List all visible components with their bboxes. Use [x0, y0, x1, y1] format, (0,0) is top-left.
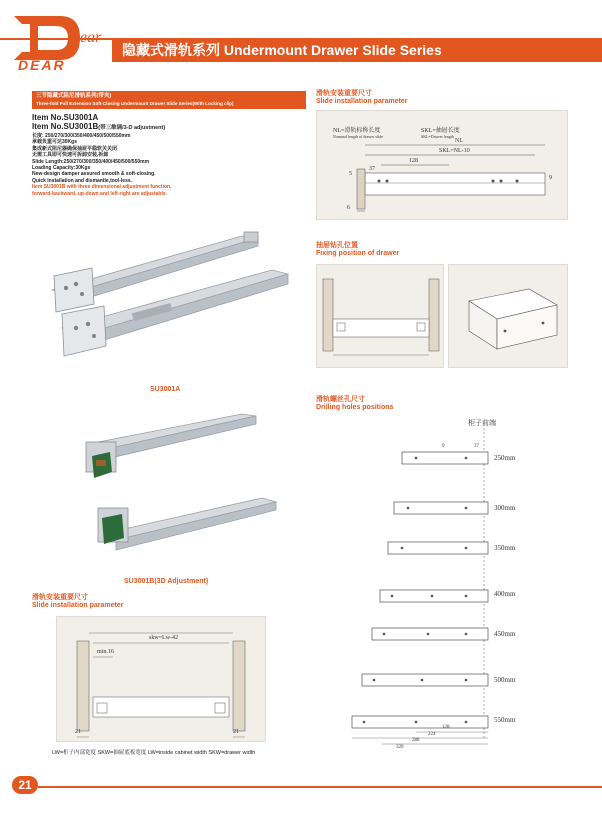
dim-288: 288: [412, 738, 420, 743]
spec-line: Quick installation and dismantle,tool-less.: [32, 177, 133, 184]
min16-dim: min.16: [97, 649, 114, 655]
item-b-line: [32, 122, 306, 133]
su3001a-photo: [32, 218, 306, 378]
drilling-holes-title: [316, 396, 393, 412]
spec-line: Slide Length:250/270/300/350/400/450/500/550mm: [32, 158, 150, 165]
slide-install-title-top: [316, 90, 407, 106]
spec-line: New-design damper assured smooth & soft-closing.: [32, 171, 156, 178]
dim-9: 9: [442, 444, 445, 449]
su3001b-photo: [32, 402, 306, 574]
length-500: 500mm: [494, 676, 516, 684]
spec-line: 无需工具即可快速可拆卸安装,拆卸: [32, 152, 109, 159]
dim-21-left: 21: [75, 729, 81, 735]
fixing-diagram-front: [316, 264, 444, 368]
section-title-cn: 抽屉钻孔位置: [316, 242, 358, 249]
svg-text:DEAR: DEAR: [18, 57, 66, 72]
dim-224: 224: [428, 732, 436, 737]
page-number: 21: [12, 776, 38, 794]
fixing-diagram-3d: [448, 264, 568, 368]
dim-5: 5: [349, 171, 352, 177]
slide-install-diagram: [316, 110, 568, 220]
section-title-en: Slide installation parameter: [32, 602, 124, 609]
slide-install-title-bottom: [32, 594, 123, 610]
skl-dim: SKL=NL-10: [439, 148, 470, 154]
nl-dim: NL: [455, 138, 463, 144]
dim-320: 320: [396, 745, 404, 750]
product-specs: [32, 113, 306, 197]
dim-21-right: 21: [233, 729, 239, 735]
fixing-position-title: [316, 242, 399, 258]
product-title-en: Three-fold Full Extension Soft-Closing Undermount Drawer Slide Series(With Locking clip): [36, 101, 234, 106]
install-note: LW=柜子内部宽度 SKW=抽屉底板宽度 LW=inside cabinet width SKW=drawer width: [52, 750, 256, 756]
dim-37: 37: [474, 444, 479, 449]
spec-line: 长度: 250/270/300/350/400/450/500/550mm: [32, 133, 131, 139]
section-title-cn: 滑轨螺丝孔尺寸: [316, 396, 365, 403]
spec-line: 集成新式阻尼器确保抽屉平稳软关关闭: [32, 145, 118, 152]
drilling-diagram: [332, 416, 572, 756]
dim-37: 37: [369, 166, 375, 172]
dim-6: 6: [347, 205, 350, 211]
cabinet-front-label: 柜子前端: [468, 419, 496, 427]
section-title-cn: 滑轨安装重要尺寸: [32, 594, 88, 601]
footer-line: [38, 786, 602, 788]
nl-label-cn: NL=滑轨标称长度: [333, 128, 381, 134]
caption-su3001a: SU3001A: [150, 386, 181, 393]
section-title-en: Drilling holes positions: [316, 404, 394, 411]
item-b: Item No.SU3001B: [32, 122, 99, 131]
spec-line: 承载负重可达30Kgs: [32, 139, 78, 146]
length-550: 550mm: [494, 716, 516, 724]
length-250: 250mm: [494, 454, 516, 462]
highlight-line: Item SU3001B with three dimensional adjustment function,: [32, 184, 172, 191]
item-b-note: (带三维调/3-D adjustment): [98, 125, 166, 131]
skl-label-cn: SKL=抽屉长度: [421, 128, 460, 134]
dim-128: 128: [409, 158, 418, 164]
dear-logo: [10, 12, 128, 72]
section-title-en: Fixing position of drawer: [316, 250, 400, 257]
item-a: Item No.SU3001A: [32, 113, 99, 122]
section-title-en: Slide installation parameter: [316, 98, 408, 105]
skl-label-en: SKL=Drawer length: [421, 134, 454, 139]
cabinet-install-diagram: [56, 616, 266, 742]
highlight-line: forward-backward, up-down and left-right are adjustable.: [32, 190, 168, 197]
page-title: 隐藏式滑轨系列 Undermount Drawer Slide Series: [112, 38, 602, 62]
caption-su3001b: SU3001B(3D Adjustment): [124, 578, 209, 585]
product-title-bar: [32, 91, 306, 109]
length-350: 350mm: [494, 544, 516, 552]
length-300: 300mm: [494, 504, 516, 512]
length-450: 450mm: [494, 630, 516, 638]
section-title-cn: 滑轨安装重要尺寸: [316, 90, 372, 97]
spec-line: Loading Capacity:30Kgs: [32, 165, 91, 172]
dim-128: 128: [442, 725, 450, 730]
skw-dim: skw=Lw-42: [149, 635, 179, 641]
length-400: 400mm: [494, 590, 516, 598]
dim-9: 9: [549, 175, 552, 181]
header-accent-line: [0, 38, 112, 40]
product-title-cn: 三节隐藏式阻尼滑轨系列(带夹): [36, 93, 112, 99]
nl-label-en: Nominal length of drawer slide: [333, 134, 383, 139]
